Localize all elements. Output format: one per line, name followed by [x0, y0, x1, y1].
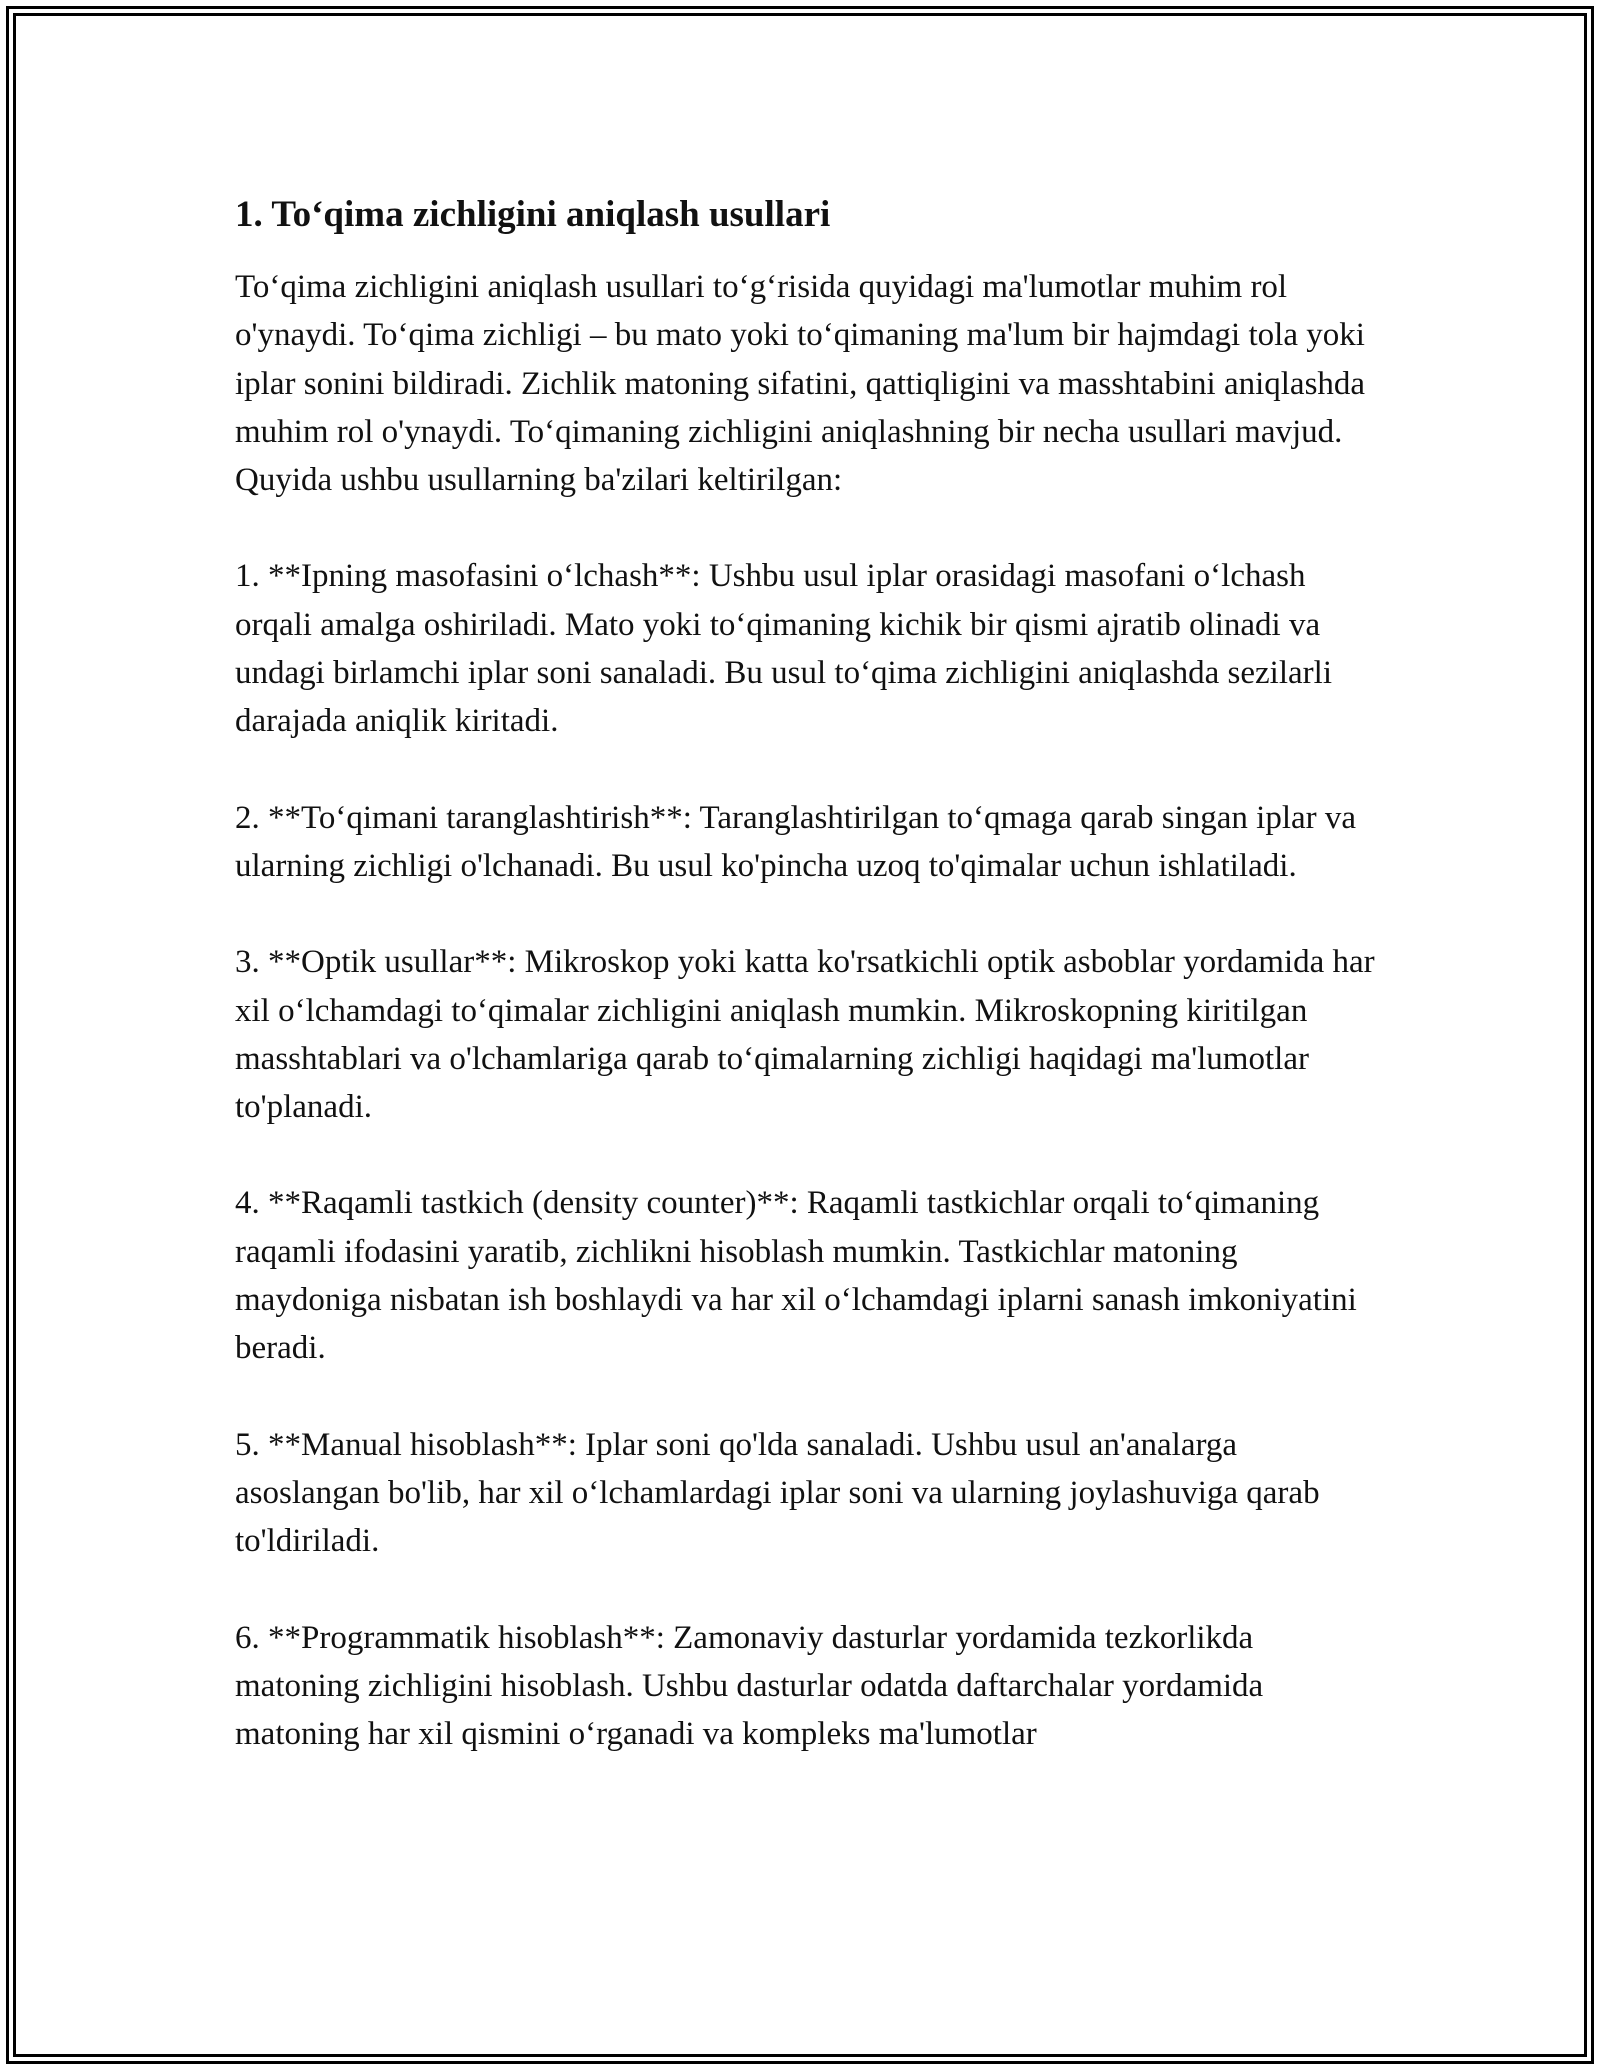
- method-3-paragraph: 3. **Optik usullar**: Mikroskop yoki katta ko'rsatkichli optik asboblar yordamida har xil o‘lchamdagi to‘qimalar zichligini aniqlash mumkin. Mikroskopning kiritilgan masshtablari va o'lchamlariga qarab to‘qimalarning zichligi haqidagi ma'lumotlar to'planadi.: [235, 944, 1375, 1126]
- method-2-paragraph: 2. **To‘qimani taranglashtirish**: Taranglashtirilgan to‘qmaga qarab singan iplar va ularning zichligi o'lchanadi. Bu usul ko'pincha uzoq to'qimalar uchun ishlatiladi.: [235, 799, 1357, 884]
- method-4-paragraph: 4. **Raqamli tastkich (density counter)**: Raqamli tastkichlar orqali to‘qimaning raqamli ifodasini yaratib, zichlikni hisoblash mumkin. Tastkichlar matoning maydoniga nisbatan ish boshlaydi va har xil o‘lchamdagi iplarni sanash imkoniyatini beradi.: [235, 1185, 1357, 1367]
- method-5-paragraph: 5. **Manual hisoblash**: Iplar soni qo'lda sanaladi. Ushbu usul an'analarga asoslangan bo'lib, har xil o‘lchamlardagi iplar soni va ularning joylashuviga qarab to'ldiriladi.: [235, 1426, 1320, 1560]
- document-body: [235, 185, 1375, 1806]
- method-6-paragraph: 6. **Programmatik hisoblash**: Zamonaviy dasturlar yordamida tezkorlikda matoning zichligini hisoblash. Ushbu dasturlar odatda daftarchalar yordamida matoning har xil qismini o‘rganadi va kompleks ma'lumotlar: [235, 1619, 1264, 1753]
- section-heading: 1. To‘qima zichligini aniqlash usullari: [235, 194, 831, 235]
- intro-paragraph: To‘qima zichligini aniqlash usullari to‘g‘risida quyidagi ma'lumotlar muhim rol o'ynaydi. To‘qima zichligi – bu mato yoki to‘qimaning ma'lum bir hajmdagi tola yoki iplar sonini bildiradi. Zichlik matoning sifatini, qattiqligini va masshtabini aniqlashda muhim rol o'ynaydi. To‘qimaning zichligini aniqlashning bir necha usullari mavjud. Quyida ushbu usullarning ba'zilari keltirilgan:: [235, 269, 1366, 499]
- method-1-paragraph: 1. **Ipning masofasini o‘lchash**: Ushbu usul iplar orasidagi masofani o‘lchash orqali amalga oshiriladi. Mato yoki to‘qimaning kichik bir qismi ajratib olinadi va undagi birlamchi iplar soni sanaladi. Bu usul to‘qima zichligini aniqlashda sezilarli darajada aniqlik kiritadi.: [235, 558, 1332, 740]
